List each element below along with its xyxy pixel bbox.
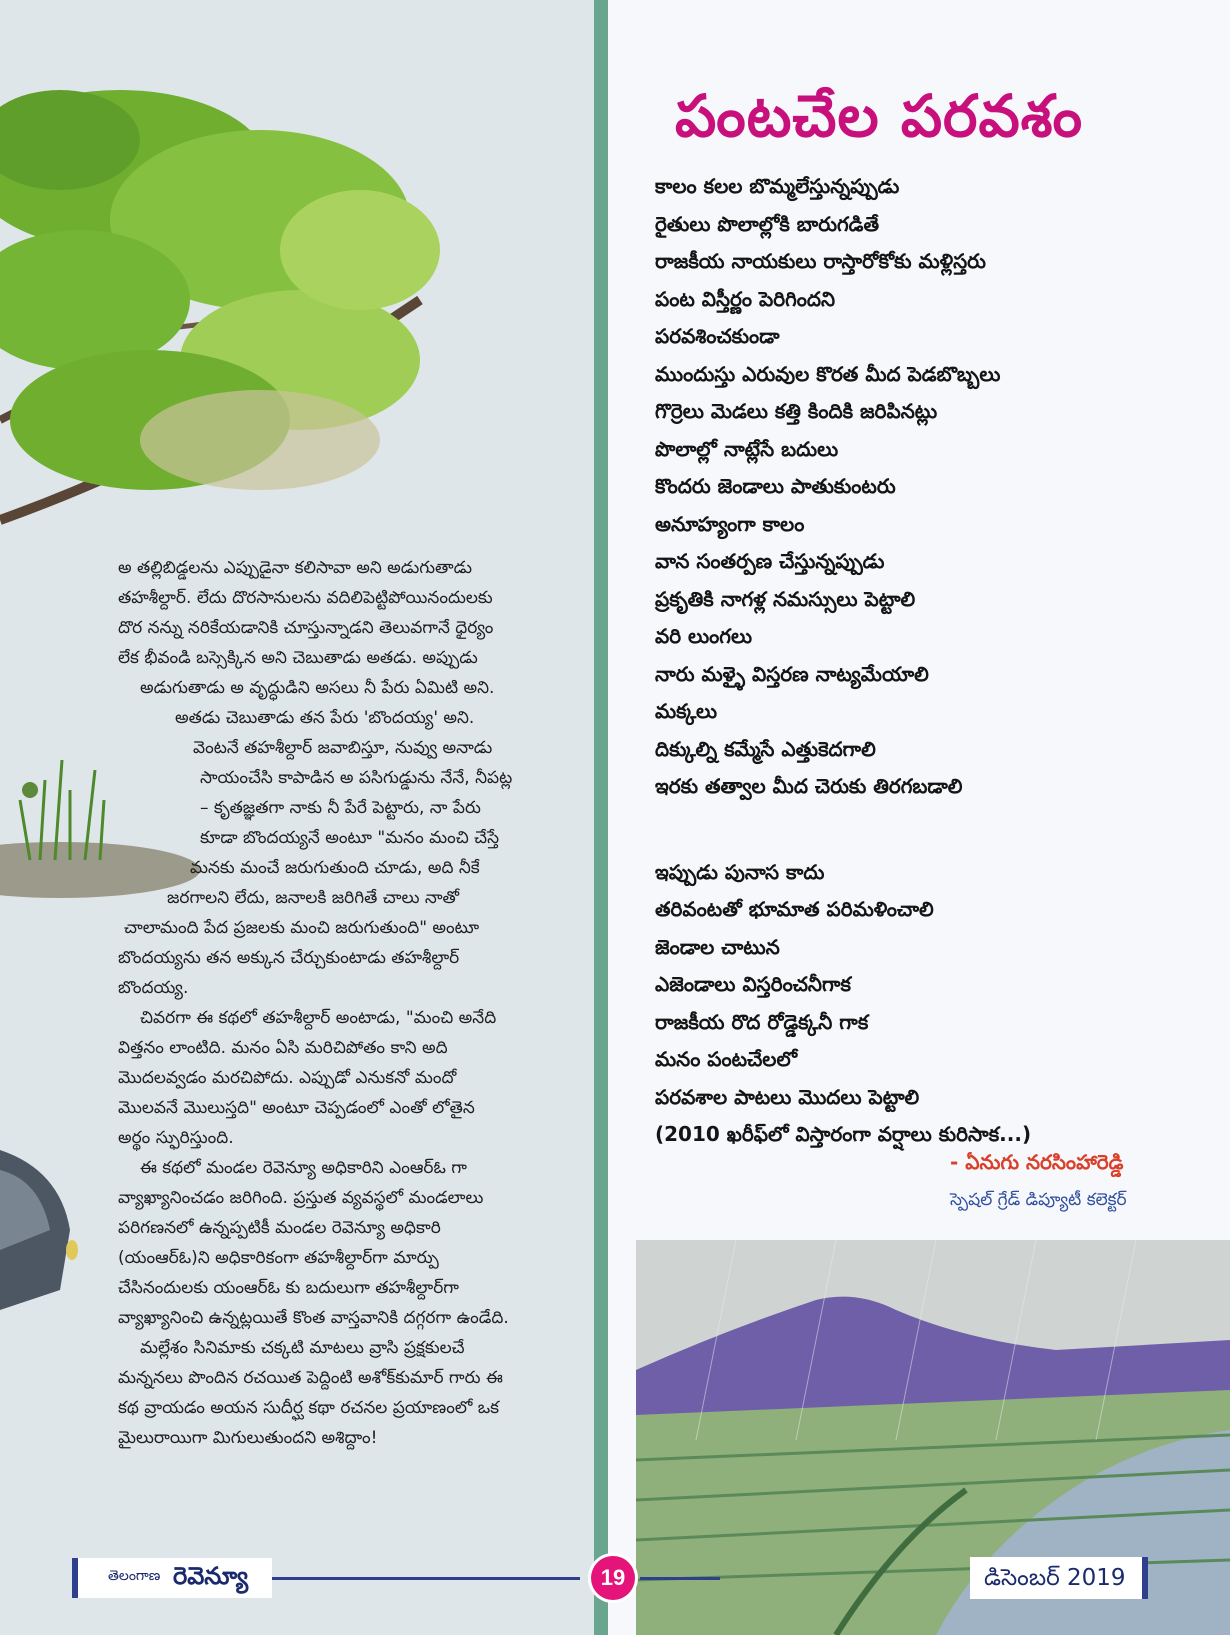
poem-line: పరవశాల పాటలు మొదలు పెట్టాలి (655, 1084, 920, 1109)
issue-date: డిసెంబర్ 2019 (984, 1565, 1126, 1591)
story-line: అర్థం స్ఫురిస్తుంది. (118, 1128, 234, 1148)
story-line: మల్లేశం సినిమాకు చక్కటి మాటలు వ్రాసి ప్రక్షకులచే (140, 1338, 465, 1358)
story-line: సాయంచేసి కాపాడిన అ పసిగుడ్డును నేనే, నీపట్ల (200, 768, 513, 788)
story-line: పరిగణనలో ఉన్నప్పటికీ మండల రెవెన్యూ అధికారి (118, 1218, 441, 1238)
grass-illustration (0, 740, 200, 900)
poem-line: ముందుస్తు ఎరువుల కొరత మీద పెడబొబ్బలు (655, 361, 1001, 386)
poem-line: పరవశించకుండా (655, 324, 780, 348)
story-line: దొర నన్ను నరికేయడానికి చూస్తున్నాడని తెలువగానే ధైర్యం (118, 618, 494, 638)
poem-author: - ఏనుగు నరసింహారెడ్డి (950, 1150, 1124, 1174)
poem-line: ఇరకు తత్వాల మీద చెరుకు తిరగబడాలి (655, 774, 963, 798)
poem-line: గొర్రెలు మెడలు కత్తి కిందికి జరిపినట్లు (655, 399, 938, 423)
poem-line: పొలాల్లో నాట్లేసే బదులు (655, 436, 839, 461)
brand-telangana: తెలంగాణ (108, 1568, 161, 1584)
story-line: వ్యాఖ్యానించడం జరిగింది. ప్రస్తుత వ్యవస్థలో మండలాలు (118, 1188, 484, 1208)
poem-line: మనం పంటచేలలో (655, 1047, 798, 1071)
story-line: అడుగుతాడు అ వృద్ధుడిని అసలు నీ పేరు ఏమిటి అని. (140, 678, 495, 698)
story-line: వ్యాఖ్యానించి ఉన్నట్లయితే కొంత వాస్తవానికి దగ్గరగా ఉండేది. (118, 1308, 509, 1328)
story-line: అ తల్లిబిడ్డలను ఎప్పుడైనా కలిసావా అని అడుగుతాడు (118, 558, 473, 578)
poem-line: (2010 ఖరీఫ్‌లో విస్తారంగా వర్షాలు కురిసాక...) (655, 1122, 1032, 1146)
footer-date-box (970, 1557, 1148, 1599)
story-line: మన్ననలు పొందిన రచయిత పెద్దింటి అశోక్‌కుమార్ గారు ఈ (118, 1368, 503, 1388)
poem-line: జెండాల చాటున (655, 934, 780, 959)
author-designation: స్పెషల్ గ్రేడ్ డిప్యూటీ కలెక్టర్ (950, 1190, 1127, 1210)
story-line: మైలురాయిగా మిగులుతుందని అశిద్దాం! (118, 1428, 378, 1448)
poem-line: వరి లుంగలు (655, 624, 753, 648)
story-line: విత్తనం లాంటిది. మనం ఏసి మరిచిపోతం కాని అది (118, 1038, 448, 1058)
left-page (0, 0, 594, 1635)
poem-line: రాజకీయ నాయకులు రాస్తారోకోకు మళ్లిస్తరు (655, 249, 986, 273)
poem-line: తరివంటతో భూమాత పరిమళించాలి (655, 897, 934, 921)
page-gutter (594, 0, 608, 1635)
story-line: చివరగా ఈ కథలో తహశీల్దార్ అంటాడు, "మంచి అనేది (140, 1008, 497, 1028)
poem-line: వాన సంతర్పణ చేస్తున్నప్పుడు (655, 549, 885, 573)
poem-line: అనూహ్యంగా కాలం (655, 511, 805, 536)
poem-line: దిక్కుల్ని కమ్మేసే ఎత్తుకెదగాలి (655, 736, 876, 761)
poem-title: పంటచేల పరవశం (675, 82, 1083, 150)
poem-line: రాజకీయ రొద రోడ్డెక్కనీ గాక (655, 1009, 869, 1034)
story-line: చాలామంది పేద ప్రజలకు మంచి జరుగుతుంది" అంటూ (124, 918, 480, 938)
story-line: తహశీల్దార్. లేదు దొరసానులను వదిలిపెట్టిపోయినందులకు (118, 588, 493, 608)
story-line: – కృతజ్ఞతగా నాకు నీ పేరే పెట్టారు, నా పేరు (200, 798, 481, 818)
tree-illustration (0, 0, 594, 600)
poem-line: కొందరు జెండాలు పాతుకుంటరు (655, 474, 896, 498)
poem-line: ప్రకృతికి నాగళ్ల నమస్సులు పెట్టాలి (655, 586, 916, 611)
footer-rule (272, 1577, 580, 1580)
story-line: లేక భీవండి బస్సెక్కిన అని చెబుతాడు అతడు. అప్పుడు (118, 648, 478, 668)
poem-line: ఇప్పుడు పునాస కాదు (655, 859, 825, 884)
poem-line: రైతులు పొలాల్లోకి బారుగడితే (655, 211, 880, 236)
footer-brand (72, 1558, 272, 1598)
story-line: బొందయ్యను తన అక్కున చేర్చుకుంటాడు తహశీల్దార్ (118, 948, 460, 968)
story-line: మొలవనే మొలుస్తది" అంటూ చెప్పడంలో ఎంతో లోతైన (118, 1098, 475, 1118)
car-illustration (0, 1150, 80, 1310)
poem-line: ఎజెండాలు విస్తరించనీగాక (655, 972, 851, 996)
story-line: కథ వ్రాయడం అయన సుదీర్ఘ కథా రచనల ప్రయాణంలో ఒక (118, 1398, 500, 1418)
story-line: మనకు మంచే జరుగుతుంది చూడు, అది నీకే (190, 858, 480, 878)
page-number-badge: 19 (591, 1556, 635, 1600)
poem-line: కాలం కలల బొమ్మలేస్తున్నప్పుడు (655, 174, 900, 198)
story-line: వెంటనే తహశీల్దార్ జవాబిస్తూ, నువ్వు అనాడు (193, 738, 493, 758)
brand-revenue: రెవెన్యూ (173, 1562, 249, 1590)
story-line: జరగాలని లేదు, జనాలకి జరిగితే చాలు నాతో (167, 888, 460, 908)
story-line: అతడు చెబుతాడు తన పేరు 'బొందయ్య' అని. (175, 708, 475, 728)
story-line: ఈ కథలో మండల రెవెన్యూ అధికారిని ఎంఆర్ఓ గా (140, 1158, 467, 1178)
story-line: కూడా బొందయ్యనే అంటూ "మనం మంచి చేస్తే (200, 828, 500, 848)
story-line: (యంఆర్ఓ)ని అధికారికంగా తహశీల్దార్‌గా మార్పు (118, 1248, 439, 1268)
footer-rule-right (640, 1577, 720, 1580)
poem-line: మక్కలు (655, 699, 718, 723)
poem-line: పంట విస్తీర్ణం పెరిగిందని (655, 286, 836, 311)
story-line: చేసినందులకు యంఆర్ఓ కు బదులుగా తహశీల్దార్‌గా (118, 1278, 459, 1298)
story-line: బొందయ్య. (118, 978, 189, 998)
poem-line: నారు మళ్ళై విస్తరణ నాట్యమేయాలి (655, 661, 929, 686)
story-line: మొదలవ్వడం మరచిపోదు. ఎప్పుడో ఎనుకనో మందో (118, 1068, 457, 1088)
